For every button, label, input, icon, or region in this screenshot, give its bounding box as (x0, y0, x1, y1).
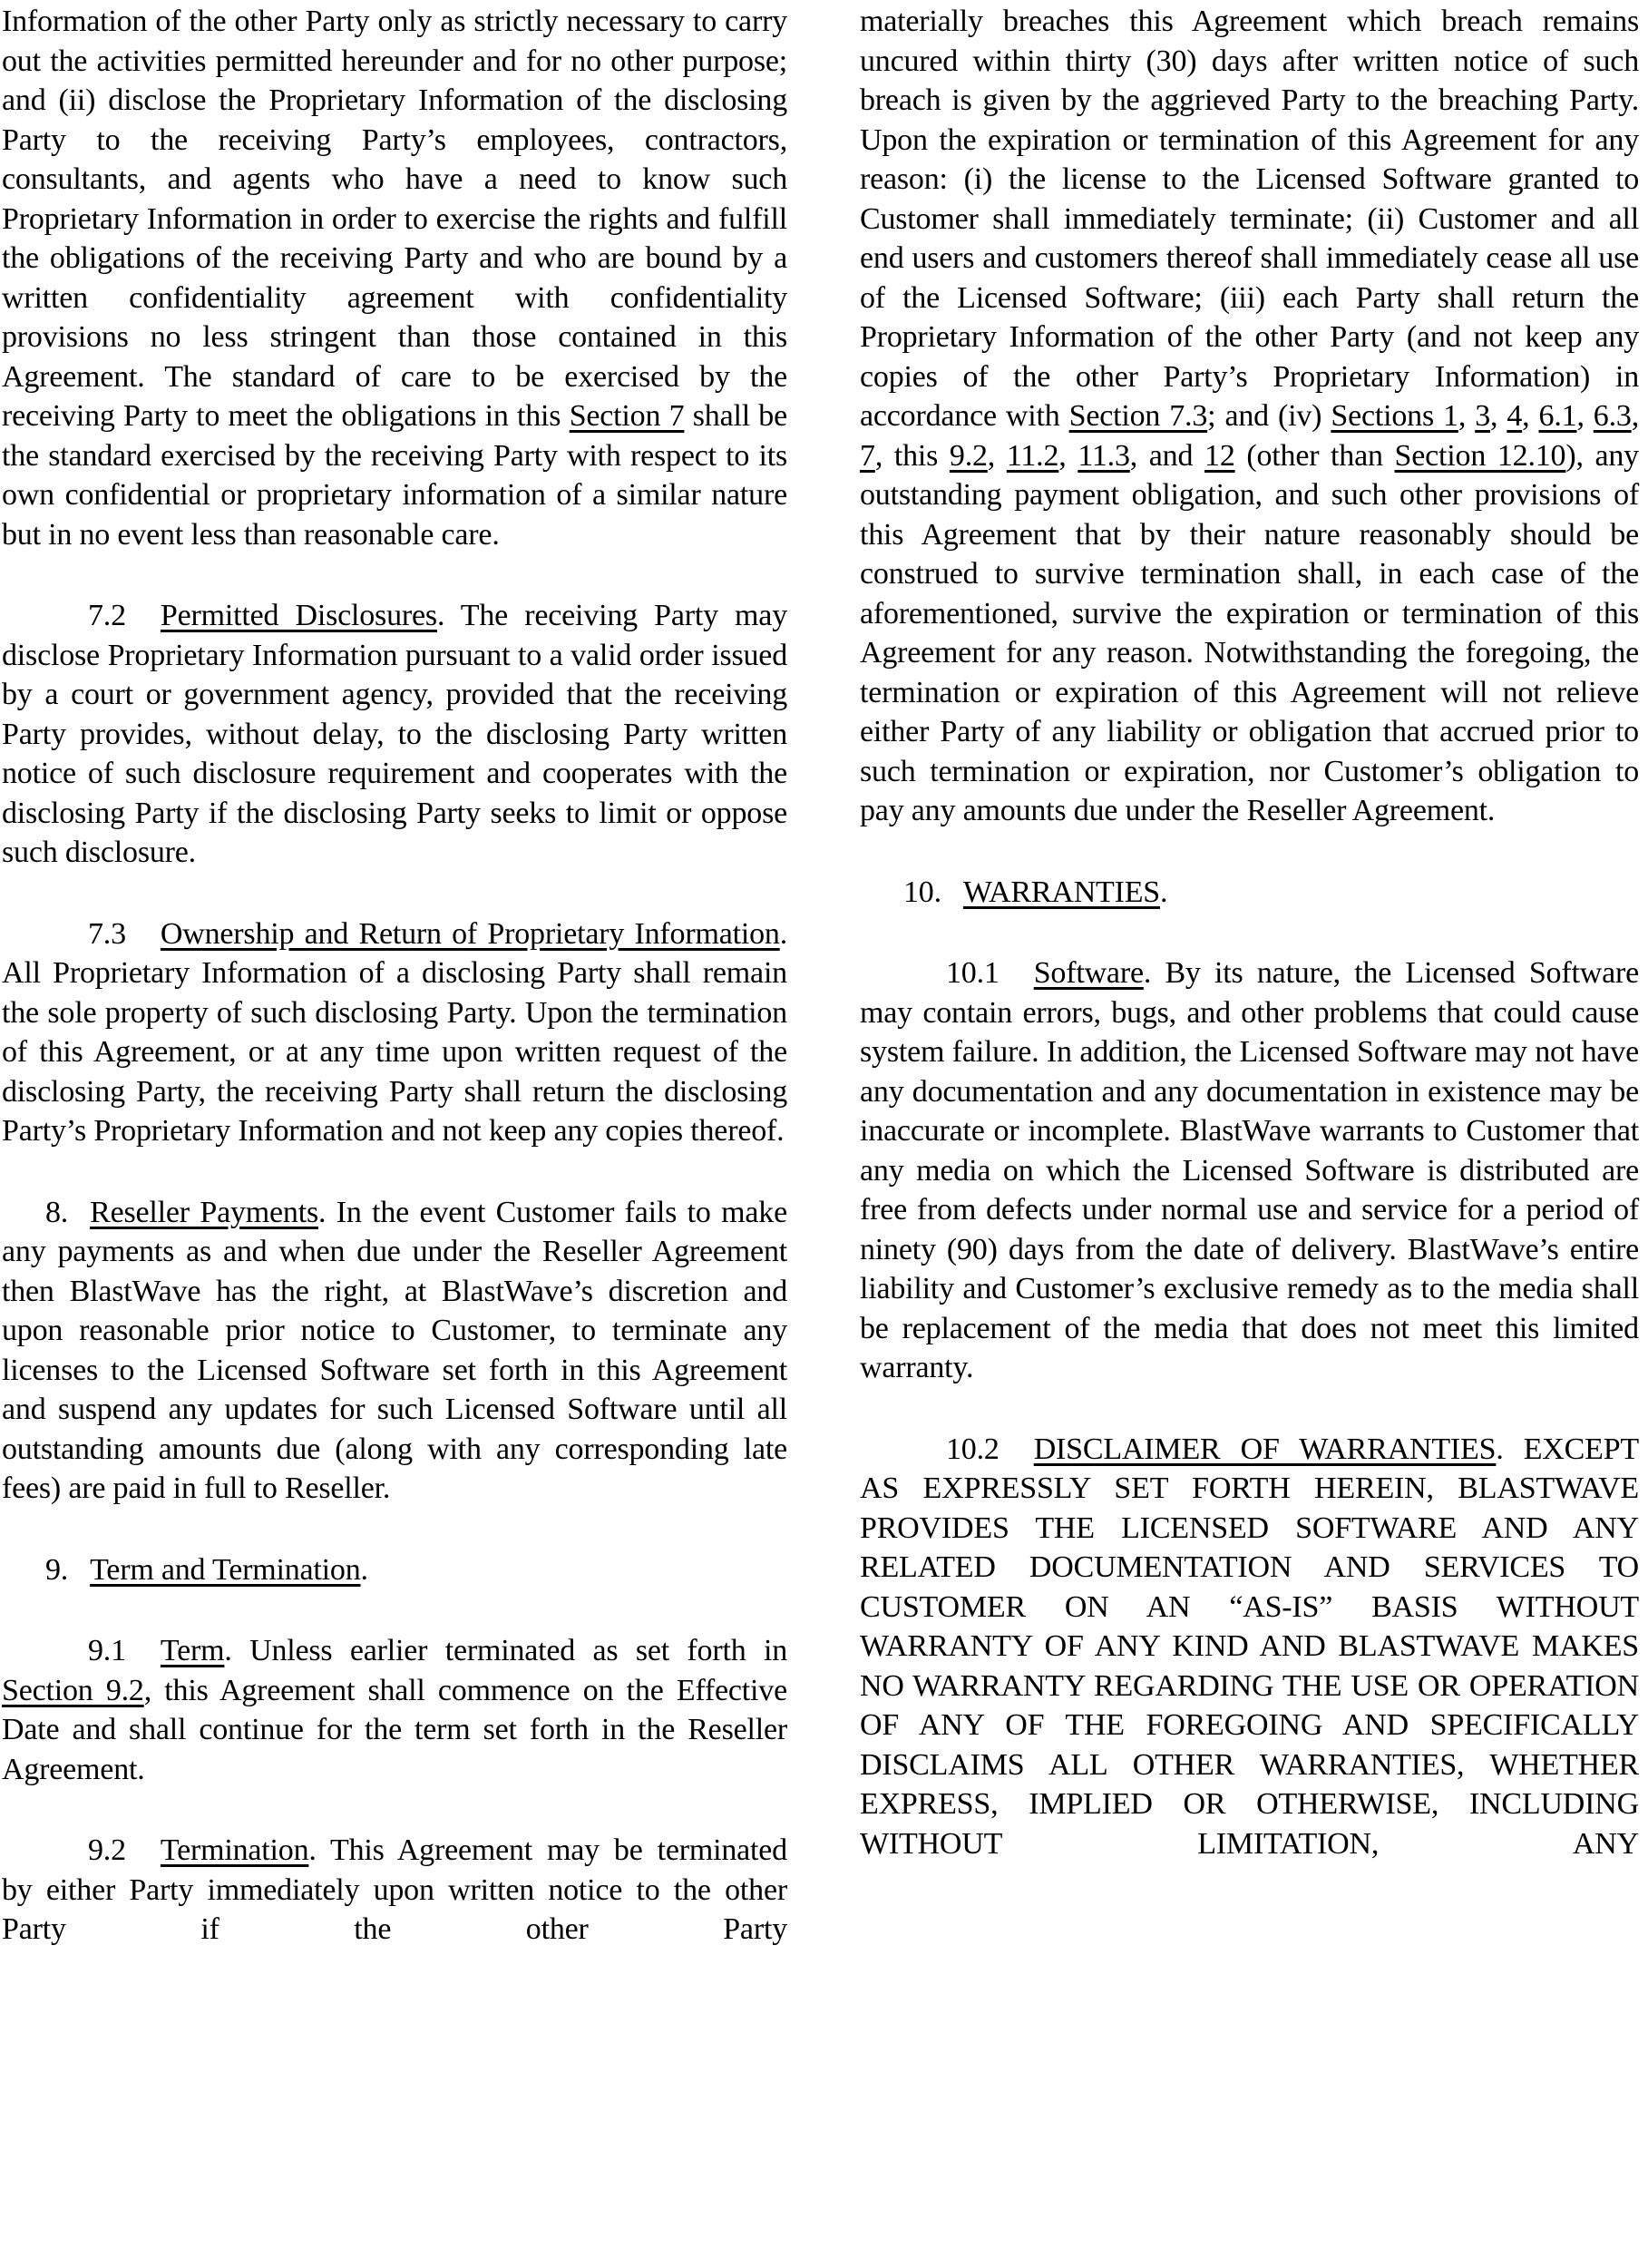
paragraph (860, 953, 1639, 1388)
text-run: . By its nature, the Licensed Software may contain errors, bugs, and other problems that could cause system failure. In addition, the Licensed Software may not have any documentation and any documentation in existence may be inaccurate or incomplete. BlastWave warrants to Customer that any media on which the Licensed Software is distributed are free from defects under normal use and service for a period of ninety (90) days from the date of delivery. BlastWave’s entire liability and Customer’s exclusive remedy as to the media shall be replacement of the media that does not meet this limited warranty. (860, 956, 1639, 1384)
underlined-text: 11.3 (1078, 438, 1130, 473)
paragraph (2, 1631, 787, 1789)
text-run: ), any outstanding payment obligation, and such other provisions of this Agreement that by their nature reasonably should be construed to survive termination shall, in each case of the aforementioned, survive the expiration or termination of this Agreement for any reason. Notwithstanding the foregoing, the termination or expiration of this Agreement will not relieve either Party of any liability or obligation that accrued prior to such termination or expiration, nor Customer’s obligation to pay any amounts due under the Reseller Agreement. (860, 438, 1639, 827)
underlined-text: Section 9.2 (2, 1673, 144, 1707)
section-number: 9. (45, 1552, 69, 1587)
text-run: , and (1129, 438, 1205, 473)
text-run: . Unless earlier terminated as set forth in (224, 1634, 787, 1667)
underlined-text: Term and Termination (90, 1552, 361, 1587)
text-run: , (1522, 399, 1539, 433)
underlined-text: 12 (1204, 438, 1235, 473)
underlined-text: 3 (1475, 399, 1490, 433)
underlined-text: Sections 1 (1331, 399, 1458, 433)
text-run: Information of the other Party only as strictly necessary to carry out the activities permitted hereunder and for no other purpose; and (ii) disclose the Proprietary Information of the disclosing Party to the receiving Party’s employees, contractors, consultants, and agents who have a need to know such Proprietary Information in order to exercise the rights and fulfill the obligations of the receiving Party and who are bound by a written confidentiality agreement with confidentiality provisions no less stringent than those contained in this Agreement. The standard of care to be exercised by the receiving Party to meet the obligations in this (2, 5, 787, 433)
text-run: , this Agreement shall commence on the Effective Date and shall continue for the term set forth in the Reseller Agreement. (2, 1673, 787, 1786)
underlined-text: 6.3 (1593, 399, 1632, 433)
underlined-text: Ownership and Return of Proprietary Information (160, 916, 780, 951)
text-run: . In the event Customer fails to make any payments as and when due under the Reseller Agreement then BlastWave has the right, at BlastWave’s discretion and upon reasonable prior notice to Customer, to terminate any licenses to the Licensed Software set forth in this Agreement and suspend any updates for such Licensed Software until all outstanding amounts due (along with any corresponding late fees) are paid in full to Reseller. (2, 1195, 787, 1505)
text-run: . All Proprietary Information of a disclosing Party shall remain the sole property of such disclosing Party. Upon the termination of this Agreement, or at any time upon written request of the disclosing Party, the receiving Party shall return the disclosing Party’s Proprietary Information and not keep any copies thereof. (2, 916, 787, 1148)
underlined-text: Termination (160, 1833, 309, 1867)
underlined-text: 4 (1507, 399, 1523, 433)
text-run: , (1058, 438, 1078, 473)
text-run: materially breaches this Agreement which breach remains uncured within thirty (30) days after written notice of such breach is given by the aggrieved Party to the breaching Party. Upon the expiration or termination of this Agreement for any reason: (i) the license to the Licensed Software granted to Customer shall immediately terminate; (ii) Customer and all end users and customers thereof shall immediately cease all use of the Licensed Software; (iii) each Party shall return the Proprietary Information of the other Party (and not keep any copies of the other Party’s Proprietary Information) in accordance with (860, 5, 1639, 433)
section-number: 7.3 (88, 916, 126, 951)
underlined-text: Term (160, 1634, 225, 1667)
text-run: , (1576, 399, 1594, 433)
section-number: 9.1 (88, 1634, 126, 1667)
underlined-text: 7 (860, 438, 875, 473)
section-number: 7.2 (88, 599, 126, 632)
text-run: . EXCEPT AS EXPRESSLY SET FORTH HEREIN, BLASTWAVE PROVIDES THE LICENSED SOFTWARE AND ANY RELATED DOCUMENTATION AND SERVICES TO CUSTOMER ON AN “AS-IS” BASIS WITHOUT WARRANTY OF ANY KIND AND BLASTWAVE MAKES NO WARRANTY REGARDING THE USE OR OPERATION OF ANY OF THE FOREGOING AND SPECIFICALLY DISCLAIMS ALL OTHER WARRANTIES, WHETHER EXPRESS, IMPLIED OR OTHERWISE, INCLUDING WITHOUT LIMITATION, ANY (860, 1432, 1639, 1861)
paragraph (2, 596, 787, 873)
text-run: , (1490, 399, 1507, 433)
paragraph (860, 2, 1639, 831)
text-run: shall be the standard exercised by the receiving Party with respect to its own confidential or proprietary information of a similar nature but in no event less than reasonable care. (2, 399, 787, 552)
underlined-text: Section 7 (569, 399, 685, 433)
underlined-text: Section 7.3 (1068, 399, 1208, 433)
text-run: , (1631, 399, 1640, 433)
section-number: 9.2 (88, 1833, 126, 1867)
text-run: , (1458, 399, 1476, 433)
text-run: ; and (iv) (1207, 399, 1331, 433)
paragraph (860, 1430, 1639, 1864)
underlined-text: WARRANTIES (962, 875, 1161, 909)
text-column-left (2, 2, 787, 2268)
underlined-text: Permitted Disclosures (160, 599, 437, 632)
text-run: (other than (1234, 438, 1395, 473)
underlined-text: 9.2 (949, 438, 988, 473)
paragraph (860, 873, 1639, 913)
text-column-right (860, 2, 1639, 2268)
underlined-text: DISCLAIMER OF WARRANTIES (1033, 1432, 1497, 1466)
text-run: . The receiving Party may disclose Proprietary Information pursuant to a valid order issued by a court or government agency, provided that the receiving Party provides, without delay, to the disclosing Party written notice of such disclosure requirement and cooperates with the disclosing Party if the disclosing Party seeks to limit or oppose such disclosure. (2, 599, 787, 869)
section-number: 10.1 (946, 956, 1000, 990)
paragraph (2, 914, 787, 1151)
underlined-text: Section 12.10 (1394, 438, 1566, 473)
section-number: 10. (903, 875, 941, 909)
section-number: 10.2 (946, 1432, 1000, 1466)
underlined-text: Reseller Payments (90, 1195, 318, 1229)
underlined-text: 6.1 (1538, 399, 1577, 433)
text-run: . This Agreement may be terminated by either Party immediately upon written notice to the other Party if the other Party (2, 1833, 787, 1946)
underlined-text: 11.2 (1006, 438, 1059, 473)
text-run: . (360, 1552, 368, 1587)
text-run: , this (874, 438, 950, 473)
text-run: . (1160, 875, 1168, 909)
paragraph (2, 1831, 787, 1950)
text-run: , (987, 438, 1007, 473)
paragraph (2, 1193, 787, 1509)
paragraph (2, 1550, 787, 1590)
underlined-text: Software (1033, 956, 1144, 990)
paragraph (2, 2, 787, 554)
section-number: 8. (45, 1195, 69, 1229)
